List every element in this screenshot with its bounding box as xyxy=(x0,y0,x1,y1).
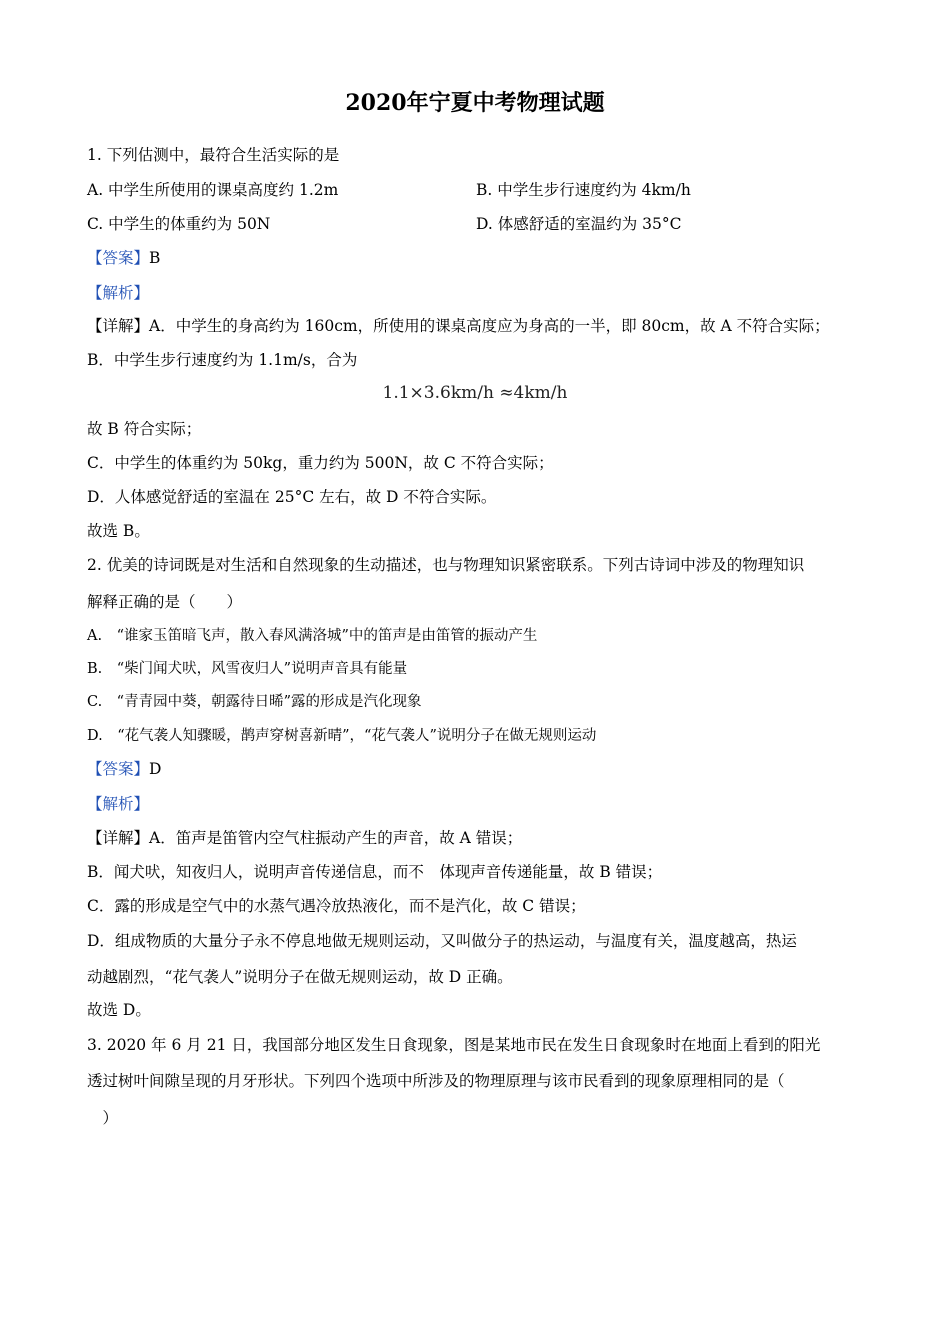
q3-stem-cont: 透过树叶间隙呈现的月牙形状。下列四个选项中所涉及的物理原理与该市民看到的现象原理相同的是（ xyxy=(87,1072,785,1090)
q2-analysis-label: 【解析】 xyxy=(87,795,150,813)
q2-detail-line: 动越剧烈，“花气袭人”说明分子在做无规则运动，故 D 正确。 xyxy=(87,968,513,986)
q1-answer xyxy=(87,248,160,268)
q2-answer xyxy=(87,759,161,779)
q2-option-c: C. “青青园中葵，朝露待日晞”露的形成是汽化现象 xyxy=(87,694,422,710)
q2-conclusion: 故选 D。 xyxy=(87,1001,151,1019)
q1-option-d: D. 体感舒适的室温约为 35°C xyxy=(476,215,682,233)
q1-detail-line: B．中学生步行速度约为 1.1m/s，合为 xyxy=(87,351,358,369)
q1-detail-line: D．人体感觉舒适的室温在 25°C 左右，故 D 不符合实际。 xyxy=(87,488,497,506)
q2-detail-line: C．露的形成是空气中的水蒸气遇冷放热液化，而不是汽化，故 C 错误； xyxy=(87,897,586,915)
q2-option-a: A. “谁家玉笛暗飞声，散入春风满洛城”中的笛声是由笛管的振动产生 xyxy=(87,628,538,644)
q1-analysis-label: 【解析】 xyxy=(87,284,150,302)
q2-option-d: D. “花气袭人知骤暖，鹊声穿树喜新晴”，“花气袭人”说明分子在做无规则运动 xyxy=(87,728,597,744)
detail-line: A．中学生的身高约为 160cm，所使用的课桌高度应为身高的一半，即 80cm，故 A 不符合实际； xyxy=(149,317,830,335)
q1-conclusion: 故选 B。 xyxy=(87,522,150,540)
q1-detail xyxy=(87,316,830,336)
answer-label: 【答案】 xyxy=(87,760,150,778)
q3-stem: 3. 2020 年 6 月 21 日，我国部分地区发生日食现象，图是某地市民在发生日食现象时在地面上看到的阳光 xyxy=(87,1036,821,1054)
answer-value: B xyxy=(149,249,161,267)
q3-stem-cont: ） xyxy=(87,1109,119,1127)
q1-option-b: B. 中学生步行速度约为 4km/h xyxy=(476,181,691,199)
q1-detail-line: 故 B 符合实际； xyxy=(87,420,202,438)
q1-option-a: A. 中学生所使用的课桌高度约 1.2m xyxy=(87,181,339,199)
q2-detail-line: B．闻犬吠，知夜归人，说明声音传递信息，而不 体现声音传递能量，故 B 错误； xyxy=(87,863,663,881)
answer-value: D xyxy=(149,760,162,778)
detail-line: A．笛声是笛管内空气柱振动产生的声音，故 A 错误； xyxy=(149,829,523,847)
page-title: 2020年宁夏中考物理试题 xyxy=(345,90,605,116)
q2-option-b: B. “柴门闻犬吠，风雪夜归人”说明声音具有能量 xyxy=(87,661,408,677)
q2-detail-line: D．组成物质的大量分子永不停息地做无规则运动，又叫做分子的热运动，与温度有关，温度越高，热运 xyxy=(87,932,797,950)
q1-detail-line: C．中学生的体重约为 50kg，重力约为 500N，故 C 不符合实际； xyxy=(87,454,554,472)
detail-label: 【详解】 xyxy=(87,829,150,847)
q1-stem: 1. 下列估测中，最符合生活实际的是 xyxy=(87,146,340,164)
answer-label: 【答案】 xyxy=(87,249,150,267)
detail-label: 【详解】 xyxy=(87,317,150,335)
q1-formula: 1.1×3.6km/h ≈4km/h xyxy=(382,383,568,403)
q2-stem: 2. 优美的诗词既是对生活和自然现象的生动描述，也与物理知识紧密联系。下列古诗词中涉及的物理知识 xyxy=(87,556,805,574)
q1-option-c: C. 中学生的体重约为 50N xyxy=(87,215,271,233)
q2-stem-cont: 解释正确的是（ ） xyxy=(87,593,243,611)
q2-detail xyxy=(87,828,522,848)
